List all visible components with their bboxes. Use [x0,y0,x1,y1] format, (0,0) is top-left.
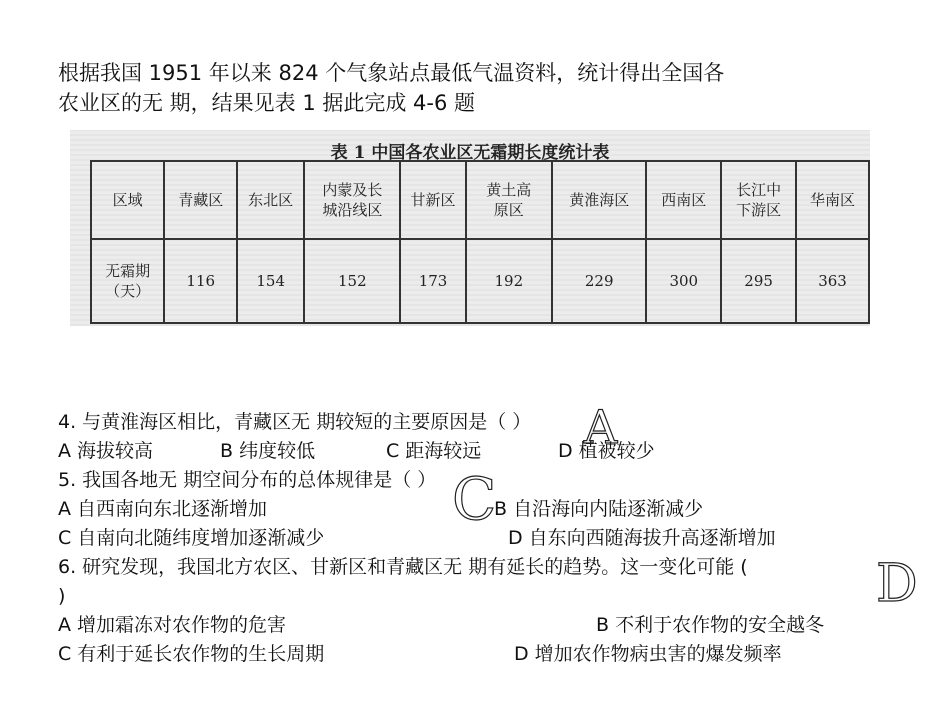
frost-period-table [90,160,870,324]
days-cell: 116 [164,239,237,323]
q4-options-row [58,437,918,466]
q6-option-c: C 有利于延长农作物的生长周期 [58,643,325,665]
q6-stem-row-2 [58,582,918,611]
q5-option-c: C 自南向北随纬度增加逐渐减少 [58,527,325,549]
q4-stem: 4. 与黄淮海区相比，青藏区无 期较短的主要原因是（ ） [58,411,532,433]
header-region-cell: 西南区 [646,161,721,239]
table-title: 表 1 中国各农业区无霜期长度统计表 [330,143,610,163]
header-region-cell: 黄土高 原区 [466,161,553,239]
days-cell: 173 [400,239,465,323]
days-cell: 229 [552,239,646,323]
row-label-cell: 无霜期 （天） [91,239,164,323]
intro-line-2: 农业区的无 期，结果见表 1 据此完成 4-6 题 [58,91,476,115]
q6-option-a: A 增加霜冻对农作物的危害 [58,614,287,636]
days-cell: 152 [304,239,400,323]
intro-paragraph [58,58,898,118]
q4-option-d: D 植被较少 [558,440,655,462]
header-region-cell: 内蒙及长 城沿线区 [304,161,400,239]
q6-option-d: D 增加农作物病虫害的爆发频率 [514,643,782,665]
q4-option-c: C 距海较远 [386,440,482,462]
q5-option-d: D 自东向西随海拔升高逐渐增加 [508,527,776,549]
intro-line-1: 根据我国 1951 年以来 824 个气象站点最低气温资料，统计得出全国各 [58,61,725,85]
header-region-cell: 黄淮海区 [552,161,646,239]
header-region-cell: 长江中 下游区 [721,161,796,239]
question-block [58,408,918,669]
q4-stem-row [58,408,918,437]
handwritten-answer-q4: A [584,400,618,454]
frost-period-table-scan [70,130,870,326]
q6-stem-end: ) [58,585,66,607]
q4-option-a: A 海拔较高 [58,440,154,462]
table-values-row [91,239,869,323]
days-cell: 295 [721,239,796,323]
q5-option-a: A 自西南向东北逐渐增加 [58,498,268,520]
header-region-cell: 青藏区 [164,161,237,239]
q5-option-b: B 自沿海向内陆逐渐减少 [494,498,704,520]
q6-options-row-1 [58,611,918,640]
q5-stem: 5. 我国各地无 期空间分布的总体规律是（ ） [58,469,437,491]
header-region-cell: 甘新区 [400,161,465,239]
q6-stem-row [58,553,918,582]
q6-option-b: B 不利于农作物的安全越冬 [596,614,825,636]
q4-option-b: B 纬度较低 [220,440,316,462]
header-label-cell: 区域 [91,161,164,239]
days-cell: 300 [646,239,721,323]
q6-stem: 6. 研究发现，我国北方农区、甘新区和青藏区无 期有延长的趋势。这一变化可能 ( [58,556,748,578]
days-cell: 363 [796,239,869,323]
days-cell: 192 [466,239,553,323]
handwritten-answer-q6: D [876,554,918,614]
header-region-cell: 华南区 [796,161,869,239]
table-header-row [91,161,869,239]
header-region-cell: 东北区 [237,161,304,239]
q6-options-row-2 [58,640,918,669]
handwritten-answer-q5: C [452,465,497,533]
days-cell: 154 [237,239,304,323]
